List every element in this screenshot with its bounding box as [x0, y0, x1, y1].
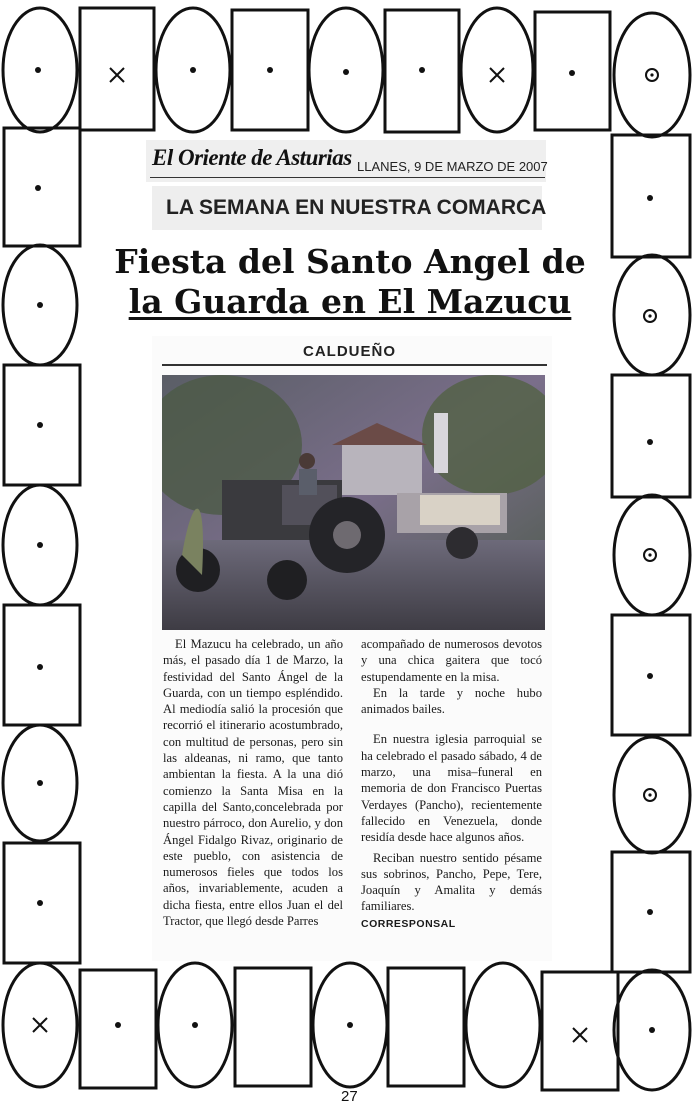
ring-mark: [644, 789, 656, 801]
dot-mark: [37, 542, 43, 548]
paragraph: acompañado de numerosos devotos y una chica gaitera que tocó estupendamente en la misa.: [361, 637, 542, 684]
border-rect: [612, 375, 690, 497]
border-rect: [542, 972, 618, 1090]
dot-mark: [37, 780, 43, 786]
headline: [90, 242, 610, 322]
x-mark: [490, 68, 504, 82]
dot-mark: [35, 67, 41, 73]
page-number: 27: [341, 1088, 358, 1105]
paragraph: Reciban nuestro sentido pésame sus sobrinos, Pancho, Pepe, Tere, Joaquín y Amalita y demás familiares.: [361, 850, 542, 914]
border-oval: [614, 255, 690, 375]
border-rect: [80, 8, 154, 130]
dot-mark: [649, 1027, 655, 1033]
ring-mark: [644, 310, 656, 322]
body-column-2: [361, 636, 542, 932]
dot-mark: [190, 67, 196, 73]
dot-mark: [267, 67, 273, 73]
dateline: LLANES, 9 DE MARZO DE 2007: [357, 159, 548, 174]
dot-mark: [647, 673, 653, 679]
x-mark: [110, 68, 124, 82]
border-rect: [4, 128, 80, 246]
section-title: LA SEMANA EN NUESTRA COMARCA: [166, 196, 547, 219]
dot-mark: [37, 302, 43, 308]
dot-mark: [647, 909, 653, 915]
byline: CORRESPONSAL: [361, 917, 456, 930]
dot-mark: [647, 195, 653, 201]
dot-mark: [35, 185, 41, 191]
kicker: CALDUEÑO: [303, 343, 396, 360]
paragraph: En la tarde y noche hubo animados bailes.: [361, 685, 542, 717]
border-rect: [235, 968, 311, 1086]
dot-mark: [419, 67, 425, 73]
headline-line-1: Fiesta del Santo Angel de: [114, 242, 586, 281]
kicker-rule: [162, 364, 547, 366]
dot-mark: [343, 69, 349, 75]
dot-mark: [115, 1022, 121, 1028]
border-rect: [80, 970, 156, 1088]
body-column-1: [163, 636, 343, 929]
paragraph: El Mazucu ha celebrado, un año más, el pasado día 1 de Marzo, la festividad del Santo Ángel de la Guarda, con un tiempo espléndido. Al mediodía salió la procesión que recorrió el itinerario acostumbrado, con multitud de personas, pero sin las aldeanas, ni ramo, que tanto ambientan la fiesta. A la una dió comienzo la Santa Misa en la capilla del Santo,concelebrada por nuestro párroco, don Aurelio, y don Ángel Fidalgo Rivaz, originario de este pueblo, con asistencia de numerosos fieles que todos los años, invariablemente, acuden a dicha fiesta, entre ellos Juan el del Tractor, que llegó desde Parres: [163, 637, 343, 929]
ring-mark: [646, 69, 658, 81]
headline-line-2: la Guarda en El Mazucu: [128, 282, 572, 321]
dot-mark: [37, 900, 43, 906]
border-oval: [614, 737, 690, 853]
dot-mark: [37, 422, 43, 428]
dot-mark: [569, 70, 575, 76]
border-rect: [388, 968, 464, 1086]
news-photo: [162, 375, 545, 630]
x-mark: [573, 1028, 587, 1042]
newspaper-name: El Oriente de Asturias: [152, 145, 352, 170]
masthead-rule: [150, 177, 545, 178]
border-oval: [466, 963, 540, 1087]
dot-mark: [347, 1022, 353, 1028]
dot-mark: [192, 1022, 198, 1028]
x-mark: [33, 1018, 47, 1032]
dot-mark: [37, 664, 43, 670]
border-oval: [461, 8, 533, 132]
paragraph: En nuestra iglesia parroquial se ha celebrado el pasado sábado, 4 de marzo, una misa–funeral en memoria de don Francisco Puertas Verdayes (Pancho), recientemente fallecido en Venezuela, donde residía desde hace algunos años.: [361, 732, 542, 845]
ring-mark: [644, 549, 656, 561]
dot-mark: [647, 439, 653, 445]
border-oval: [614, 495, 690, 615]
